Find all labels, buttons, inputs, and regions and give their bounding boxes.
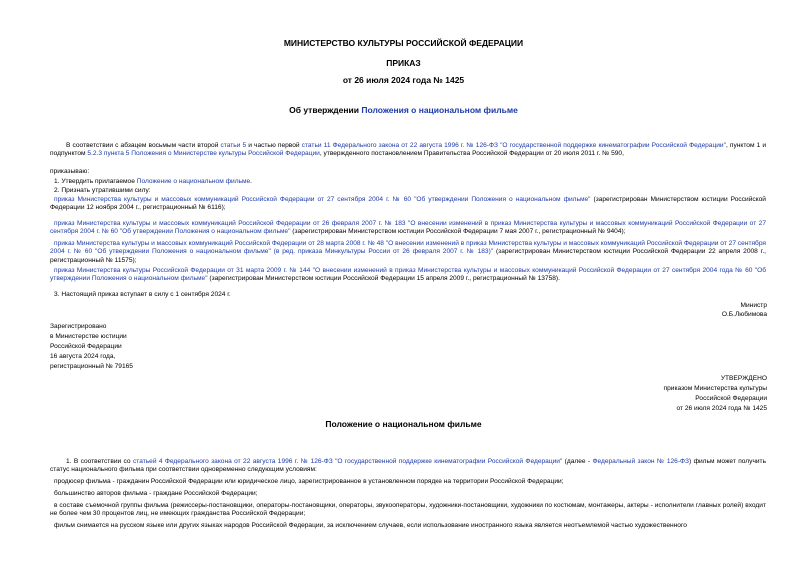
approval-line: приказом Министерства культуры bbox=[663, 385, 767, 392]
reg-p1-text-c: ) фильм может получить статус национального фильма при соответствии одновременно следующим условиям: bbox=[50, 458, 767, 474]
doc-type-heading: ПРИКАЗ bbox=[386, 58, 421, 68]
repealed-text-4: (зарегистрирован Министерством юстиции Российской Федерации 15 апреля 2009 г., регистрационный № 13758). bbox=[207, 275, 560, 283]
preamble-text-b: и частью первой bbox=[246, 142, 302, 149]
ministry-heading: МИНИСТЕРСТВО КУЛЬТУРЫ РОССИЙСКОЙ ФЕДЕРАЦИИ bbox=[283, 38, 524, 48]
date-number: от 26 июля 2024 года № 1425 bbox=[342, 75, 465, 85]
order-item-1 bbox=[50, 178, 252, 186]
preamble-paragraph bbox=[50, 142, 766, 159]
item1-end: . bbox=[250, 178, 253, 185]
registration-line: регистрационный № 79165 bbox=[50, 363, 133, 370]
condition-3: в составе съемочной группы фильма (режиссеры-постановщики, операторы-постановщики, операторы, звукооператоры, художники-постановщики, художники по костюмам, монтажеры, актеры - исполнители главных ролей) входит не более чем 30 процентов лиц, не имеющих гражданства Российской Федерации; bbox=[50, 502, 766, 518]
title-link[interactable]: Положения о национальном фильме bbox=[361, 105, 518, 115]
link-ministry-regulation[interactable]: 5.2.3 пункта 5 Положения о Министерстве культуры Российской Федерации bbox=[87, 150, 320, 158]
condition-2: большинство авторов фильма - граждане Российской Федерации; bbox=[54, 490, 258, 497]
registration-line: 16 августа 2024 года, bbox=[50, 353, 116, 360]
condition-1: продюсер фильма - гражданин Российской Федерации или юридическое лицо, зарегистрированное в установленном порядке на территории Российской Федерации; bbox=[54, 478, 564, 485]
signature-name: О.Б.Любимова bbox=[721, 310, 767, 318]
repealed-link-1[interactable]: приказ Министерства культуры и массовых коммуникаций Российской Федерации от 27 сентября 2004 г. № 60 "Об утверждении Положения о национальном фильме" bbox=[54, 196, 591, 203]
preamble-order-word: приказываю: bbox=[50, 168, 90, 175]
repealed-link-3[interactable]: приказ Министерства культуры и массовых коммуникаций Российской Федерации от 28 марта 2008 г. № 48 "О внесении изменений в приказ Министерства культуры и массовых коммуникаций Российской Федерации от 27 сентября 2004 г. № 60 "Об утверждении Положения о национальном фильме" (в ред. приказа Минкультуры России от 26 февраля 2007 г. № 183)" bbox=[50, 240, 766, 256]
repealed-order-4 bbox=[50, 267, 766, 284]
registration-line: в Министерстве юстиции bbox=[50, 333, 127, 340]
order-item-3: 3. Настоящий приказ вступает в силу с 1 сентября 2024 г. bbox=[54, 291, 231, 298]
registration-line: Российской Федерации bbox=[50, 343, 122, 350]
title-prefix: Об утверждении bbox=[289, 105, 362, 115]
preamble-text-a: В соответствии с абзацем восьмым части второй bbox=[66, 142, 221, 149]
order-item-2: 2. Признать утратившими силу: bbox=[54, 187, 151, 194]
signature-position: Министр bbox=[740, 302, 767, 309]
link-article-4[interactable]: статьей 4 Федерального закона от 22 августа 1996 г. № 126-ФЗ "О государственной поддержке кинематографии Российской Федерации" bbox=[132, 458, 563, 465]
preamble-text-d: , утвержденного постановлением Правительства Российской Федерации от 20 июля 2011 г. № 590, bbox=[319, 150, 624, 158]
repealed-order-3 bbox=[50, 240, 766, 265]
link-law-126-short[interactable]: Федеральный закон № 126-ФЗ bbox=[592, 458, 690, 465]
condition-4: фильм снимается на русском языке или других языках народов Российской Федерации, за исключением случаев, если использование иностранного языка является неотъемлемой частью художественного bbox=[54, 522, 687, 529]
repealed-text-2: (зарегистрирован Министерством юстиции Российской Федерации 7 мая 2007 г., регистрационный № 9404); bbox=[290, 228, 626, 236]
repealed-order-2 bbox=[50, 220, 766, 237]
repealed-order-1 bbox=[50, 196, 766, 213]
document-title bbox=[0, 105, 807, 115]
item1-text: 1. Утвердить прилагаемое bbox=[54, 178, 137, 185]
reg-p1-text-b: (далее - bbox=[562, 458, 593, 465]
registration-block bbox=[50, 322, 133, 372]
link-article-5[interactable]: статьи 5 bbox=[220, 142, 247, 149]
repealed-text-3: (зарегистрирован Министерством юстиции Российской Федерации 22 апреля 2008 г., регистрационный № 11575); bbox=[50, 248, 766, 264]
preamble-text-c: , пунктом 1 и подпунктом bbox=[50, 142, 767, 158]
regulation-paragraph-1 bbox=[50, 458, 766, 475]
link-law-126[interactable]: статьи 11 Федерального закона от 22 августа 1996 г. № 126-ФЗ "О государственной поддержке кинематографии Российской Федерации" bbox=[301, 142, 726, 149]
repealed-link-2[interactable]: приказ Министерства культуры и массовых коммуникаций Российской Федерации от 26 февраля 2007 г. № 183 "О внесении изменений в приказ Министерства культуры и массовых коммуникаций Российской Федерации от 27 сентября 2004 г. № 60 "Об утверждении Положения о национальном фильме" bbox=[50, 220, 766, 236]
approval-line: от 26 июля 2024 года № 1425 bbox=[676, 405, 767, 412]
repealed-link-4[interactable]: приказ Министерства культуры Российской Федерации от 31 марта 2009 г. № 144 "О внесении изменений в приказ Министерства культуры и массовых коммуникаций Российской Федерации от 27 сентября 2004 года № 60 "Об утверждении Положения о национальном фильме" bbox=[50, 267, 766, 283]
registration-line: Зарегистрировано bbox=[50, 323, 107, 330]
repealed-text-1: (зарегистрирован Министерством юстиции Российской Федерации 12 ноября 2004 г., регистрационный № 6116); bbox=[50, 196, 766, 212]
reg-p1-text-a: 1. В соответствии со bbox=[66, 458, 133, 465]
signature-block bbox=[722, 302, 767, 319]
approval-block bbox=[664, 374, 767, 414]
approval-line: УТВЕРЖДЕНО bbox=[720, 375, 767, 382]
regulation-title: Положение о национальном фильме bbox=[325, 419, 482, 429]
link-regulation[interactable]: Положение о национальном фильме bbox=[136, 178, 251, 185]
approval-line: Российской Федерации bbox=[695, 395, 767, 402]
